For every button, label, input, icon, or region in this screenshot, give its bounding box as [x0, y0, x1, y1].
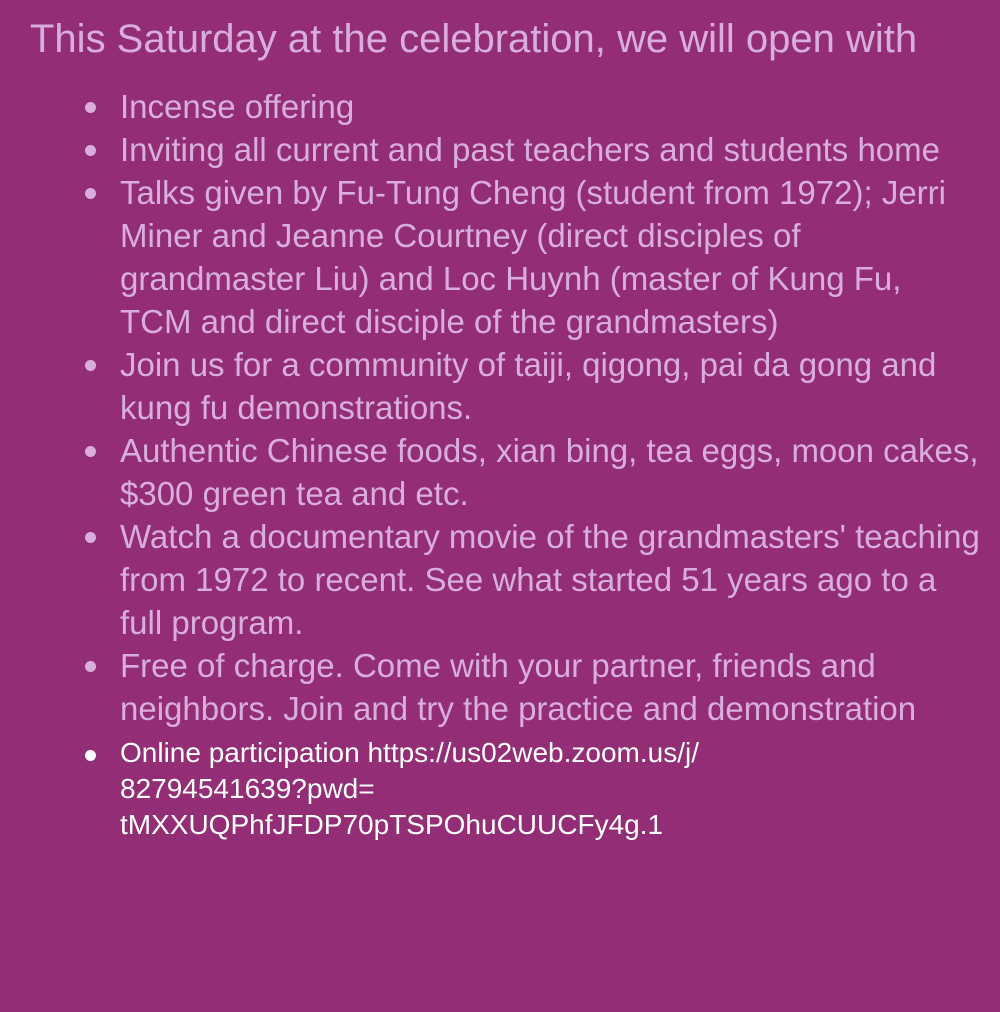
online-line-3[interactable]: tMXXUQPhfJFDP70pTSPOhuCUUCFy4g.1 [120, 809, 664, 840]
list-item-demonstrations: Join us for a community of taiji, qigong, pai da gong and kung fu demonstrations. [120, 343, 980, 429]
list-item-documentary: Watch a documentary movie of the grandmasters' teaching from 1972 to recent. See what started 51 years ago to a full program. [120, 515, 980, 644]
program-list [30, 85, 980, 843]
list-item-incense: Incense offering [120, 85, 980, 128]
list-item-talks: Talks given by Fu-Tung Cheng (student from 1972); Jerri Miner and Jeanne Courtney (direct disciples of grandmaster Liu) and Loc Huynh (master of Kung Fu, TCM and direct disciple of the grandmasters) [120, 171, 980, 343]
intro-heading: This Saturday at the celebration, we will open with [30, 17, 918, 61]
list-item-online [120, 735, 980, 843]
list-item-foods: Authentic Chinese foods, xian bing, tea eggs, moon cakes, $300 green tea and etc. [120, 429, 980, 515]
list-item-free: Free of charge. Come with your partner, friends and neighbors. Join and try the practice and demonstration [120, 644, 980, 730]
list-item-inviting: Inviting all current and past teachers and students home [120, 128, 980, 171]
online-line-2[interactable]: 82794541639?pwd= [120, 773, 375, 804]
online-line-1[interactable]: Online participation https://us02web.zoom.us/j/ [120, 737, 699, 768]
